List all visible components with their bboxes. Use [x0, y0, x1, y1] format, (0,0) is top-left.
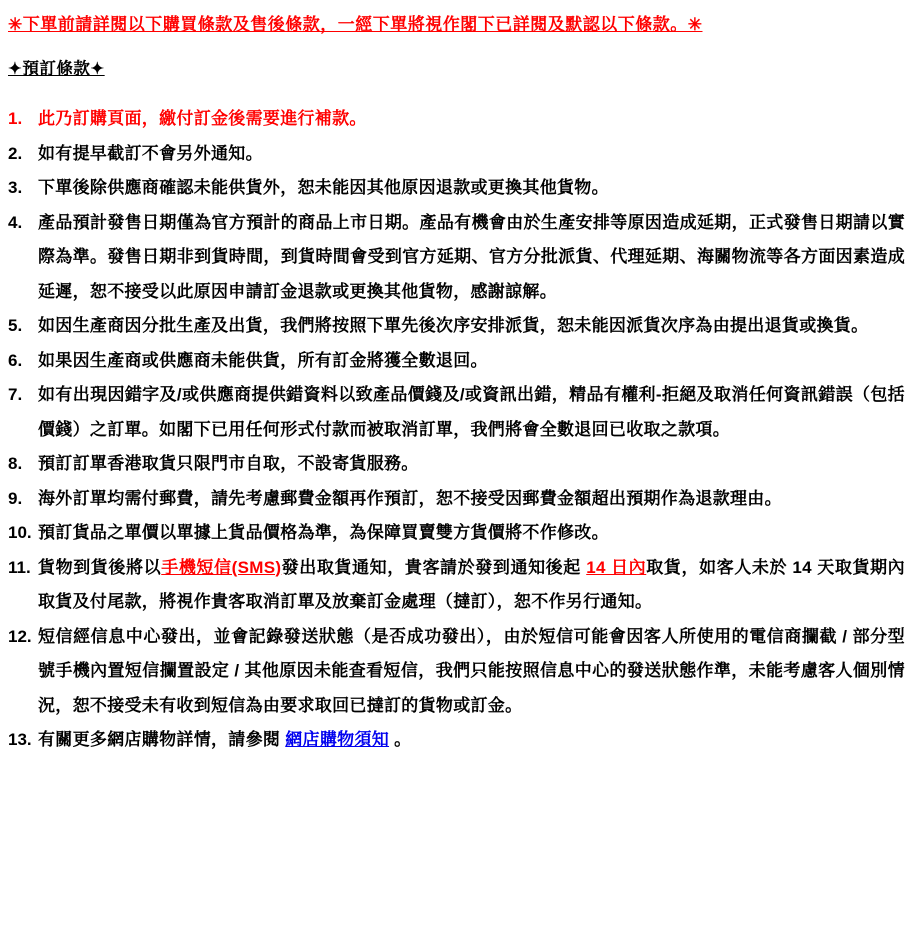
text-segment: 短信經信息中心發出，並會記錄發送狀態（是否成功發出），由於短信可能會因客人所使用的電信商攔截 / 部分型號手機內置短信攔置設定 / 其他原因未能查看短信，我們只能按照信息中心的發送狀態作準，未能考慮客人個別情況，恕不接受未有收到短信為由要求取回已撻訂的貨物或訂金。: [38, 626, 905, 715]
text-segment: 如有出現因錯字及/或供應商提供錯資料以致產品價錢及/或資訊出錯，精品有權利-拒絕及取消任何資訊錯誤（包括價錢）之訂單。如閣下已用任何形式付款而被取消訂單，我們將會全數退回已收取之款項。: [38, 385, 905, 439]
term-text: [38, 344, 905, 379]
term-text: [38, 206, 905, 310]
term-item: [8, 551, 905, 620]
text-segment: 預訂貨品之單價以單據上貨品價格為準，為保障買賣雙方貨價將不作修改。: [38, 523, 609, 542]
preorder-terms-title: ✦預訂條款✦: [8, 60, 105, 78]
term-item: [8, 723, 905, 758]
term-item: [8, 344, 905, 379]
term-number: 1.: [8, 109, 23, 128]
term-number: 12.: [8, 626, 32, 646]
term-item: [8, 447, 905, 482]
term-item: [8, 482, 905, 517]
text-segment: 如果因生產商或供應商未能供貨，所有訂金將獲全數退回。: [38, 350, 488, 370]
term-item: [8, 620, 905, 724]
term-number: 7.: [8, 385, 23, 404]
text-segment: 手機短信(SMS): [161, 557, 282, 577]
term-text: [38, 482, 905, 517]
text-segment: 取貨，如客人未於 14 天取貨期內取貨及付尾款，將視作貴客取消訂單及放棄訂金處理（撻訂），恕不作另行通知。: [38, 557, 905, 611]
term-item: [8, 516, 905, 551]
term-text: [38, 447, 905, 482]
term-text: [38, 102, 905, 137]
term-item: [8, 171, 905, 206]
terms-list: [8, 102, 905, 758]
term-number: 9.: [8, 488, 23, 508]
term-number: 6.: [8, 350, 23, 370]
store-shopping-guide-link[interactable]: 網店購物須知: [285, 730, 390, 749]
text-segment: 預訂訂單香港取貨只限門市自取，不設寄貨服務。: [38, 454, 419, 473]
purchase-terms-warning: ✳下單前請詳閱以下購買條款及售後條款，一經下單將視作閣下已詳閱及默認以下條款。✳: [8, 15, 703, 34]
term-item: [8, 102, 905, 137]
term-item: [8, 309, 905, 344]
text-segment: 如因生產商因分批生產及出貨，我們將按照下單先後次序安排派貨，恕未能因派貨次序為由提出退貨或換貨。: [38, 316, 869, 335]
text-segment: 。: [389, 730, 412, 749]
term-item: [8, 137, 905, 172]
term-text: [38, 171, 905, 206]
term-text: [38, 516, 905, 551]
text-segment: 產品預計發售日期僅為官方預計的商品上市日期。產品有機會由於生產安排等原因造成延期，正式發售日期請以實際為準。發售日期非到貨時間，到貨時間會受到官方延期、官方分批派貨、代理延期、海關物流等各方面因素造成延遲，恕不接受以此原因申請訂金退款或更換其他貨物，感謝諒解。: [38, 212, 905, 301]
text-segment: 14 日內: [586, 557, 647, 577]
term-number: 10.: [8, 523, 32, 542]
text-segment: 下單後除供應商確認未能供貨外，恕未能因其他原因退款或更換其他貨物。: [38, 178, 609, 197]
term-text: [38, 551, 905, 620]
text-segment: 此乃訂購頁面，繳付訂金後需要進行補款。: [38, 109, 367, 128]
text-segment: 有關更多網店購物詳情，請參閱: [38, 730, 286, 749]
term-item: [8, 378, 905, 447]
term-number: 8.: [8, 454, 23, 473]
term-number: 3.: [8, 178, 23, 197]
term-text: [38, 723, 905, 758]
term-number: 4.: [8, 212, 23, 232]
term-number: 2.: [8, 143, 23, 163]
term-number: 11.: [8, 557, 31, 577]
term-text: [38, 309, 905, 344]
text-segment: 如有提早截訂不會另外通知。: [38, 143, 263, 163]
text-segment: 貨物到貨後將以: [38, 557, 162, 577]
term-text: [38, 620, 905, 724]
term-text: [38, 378, 905, 447]
term-text: [38, 137, 905, 172]
term-number: 5.: [8, 316, 23, 335]
text-segment: 發出取貨通知，貴客請於發到通知後起: [281, 557, 587, 577]
term-item: [8, 206, 905, 310]
text-segment: 海外訂單均需付郵費，請先考慮郵費金額再作預訂，恕不接受因郵費金額超出預期作為退款理由。: [38, 488, 782, 508]
term-number: 13.: [8, 730, 32, 749]
